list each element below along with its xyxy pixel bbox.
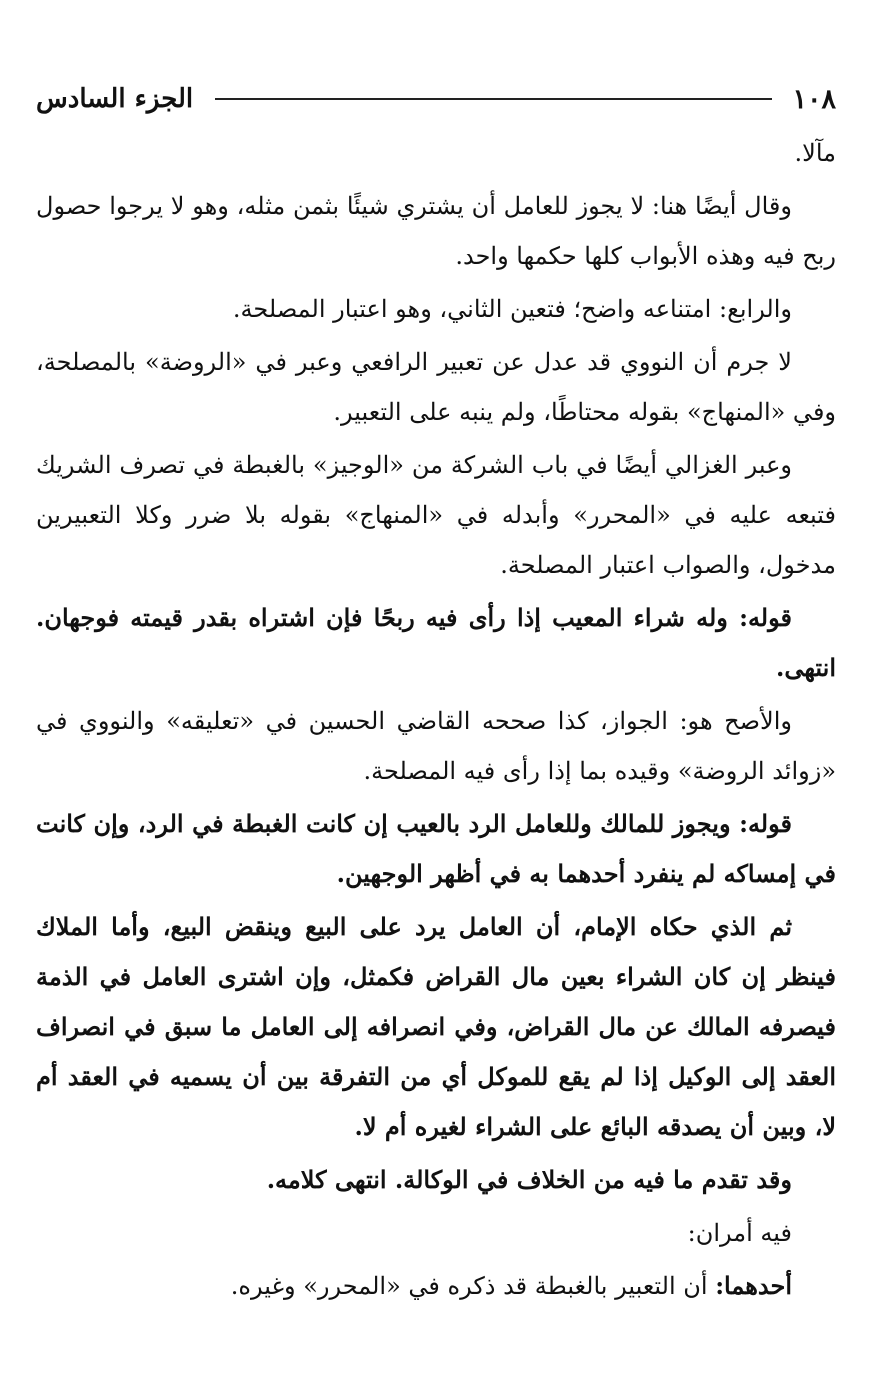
first-matter-lead: أحدهما:: [715, 1271, 792, 1300]
header-rule: [215, 98, 772, 100]
paragraph-soundest: والأصح هو: الجواز، كذا صححه القاضي الحسين في «تعليقه» والنووي في «زوائد الروضة» وقيده بما إذا رأى فيه المصلحة.: [36, 707, 836, 785]
paragraph-quote-defective: قوله: وله شراء المعيب إذا رأى فيه ربحًا فإن اشتراه بقدر قيمته فوجهان. انتهى.: [36, 603, 836, 682]
paragraph-fourth: والرابع: امتناعه واضح؛ فتعين الثاني، وهو اعتبار المصلحة.: [232, 295, 792, 323]
first-matter-text: أن التعبير بالغبطة قد ذكره في «المحرر» وغيره.: [230, 1272, 708, 1300]
paragraph-imam: ثم الذي حكاه الإمام، أن العامل يرد على البيع وينقض البيع، وأما الملاك فينظر إن كان الشراء بعين مال القراض فكمثل، وإن اشترى العامل في الذمة فيصرفه المالك عن مال القراض، وفي انصرافه إلى العامل ما سبق في انصراف العقد إلى الوكيل إذا لم يقع للموكل أي من التفرقة بين أن يسميه في العقد أم لا، وبين أن يصدقه البائع على الشراء لغيره أم لا.: [36, 912, 836, 1141]
part-title: الجزء السادس: [36, 84, 194, 114]
page-number: ١٠٨: [792, 83, 836, 115]
paragraph-quote-return: قوله: ويجوز للمالك وللعامل الرد بالعيب إن كانت الغبطة في الرد، وإن كانت في إمساكه لم ينفرد أحدهما به في أظهر الوجهين.: [36, 809, 836, 888]
paragraph-wakala: وقد تقدم ما فيه من الخلاف في الوكالة. انتهى كلامه.: [266, 1165, 792, 1194]
paragraph-two-matters: فيه أمران:: [687, 1219, 792, 1247]
running-header: [36, 76, 836, 122]
paragraph-continuation: مآلا.: [794, 139, 836, 167]
paragraph-first-matter: [36, 1261, 836, 1311]
paragraph-ghazali: وعبر الغزالي أيضًا في باب الشركة من «الوجيز» بالغبطة في تصرف الشريك فتبعه عليه في «المحرر» وأبدله في «المنهاج» بقوله بلا ضرر وكلا التعبيرين مدخول، والصواب اعتبار المصلحة.: [36, 451, 836, 579]
paragraph-quote-purchase: وقال أيضًا هنا: لا يجوز للعامل أن يشتري شيئًا بثمن مثله، وهو لا يرجوا حصول ربح فيه وهذه الأبواب كلها حكمها واحد.: [36, 192, 836, 270]
book-page: [36, 76, 836, 1366]
paragraph-nawawi: لا جرم أن النووي قد عدل عن تعبير الرافعي وعبر في «الروضة» بالمصلحة، وفي «المنهاج» بقوله محتاطًا، ولم ينبه على التعبير.: [36, 348, 836, 426]
